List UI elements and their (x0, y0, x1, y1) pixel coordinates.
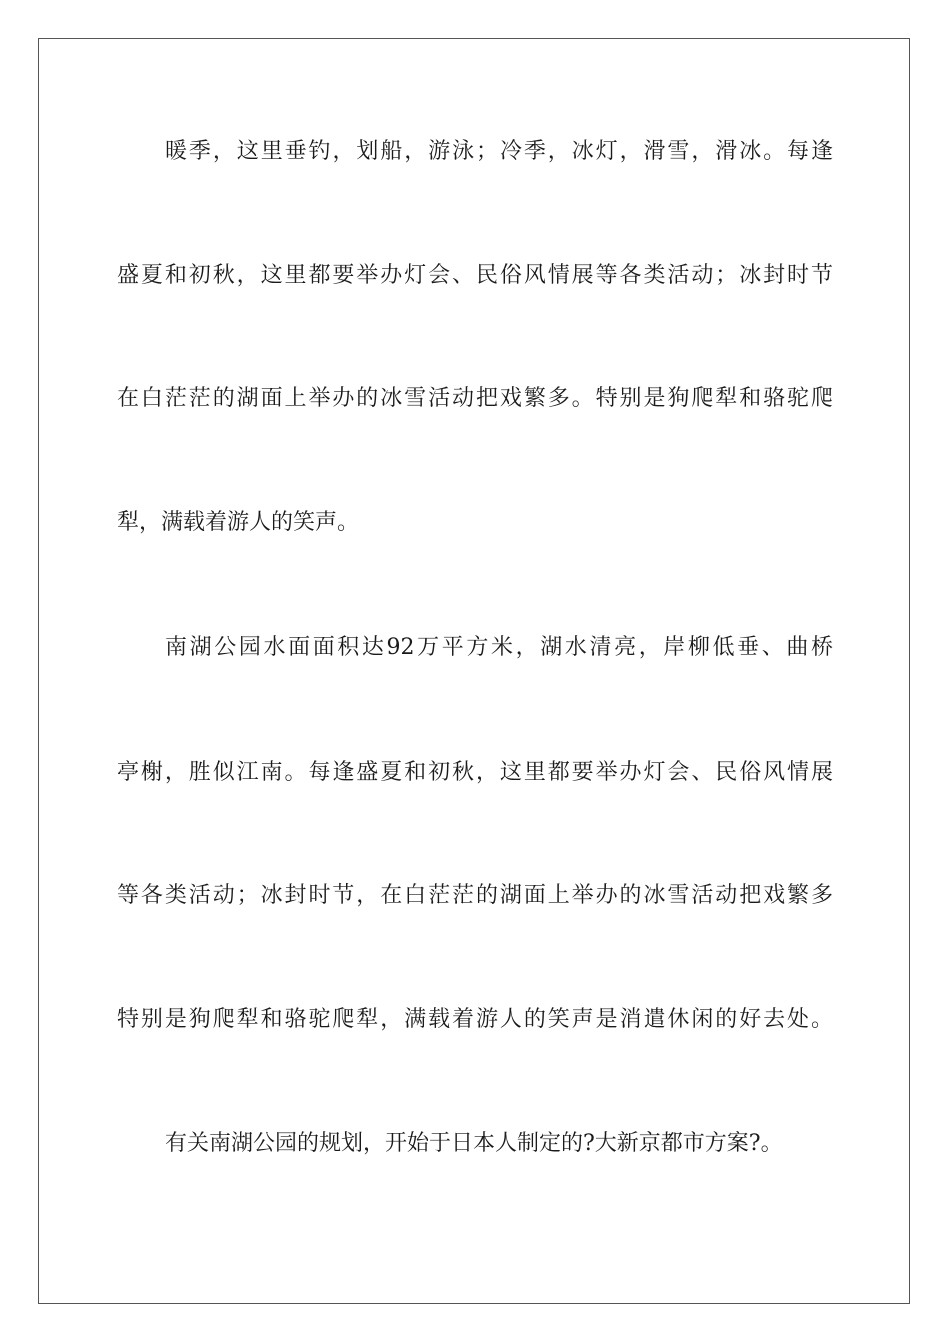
text-line: 犁，满载着游人的笑声。 (117, 510, 360, 535)
text-line: 南湖公园水面面积达92万平方米，湖水清亮，岸柳低垂、曲桥 (165, 635, 833, 660)
text-line: 特别是狗爬犁和骆驼爬犁，满载着游人的笑声是消遣休闲的好去处。 (117, 1007, 833, 1032)
text-line: 亭榭，胜似江南。每逢盛夏和初秋，这里都要举办灯会、民俗风情展 (117, 760, 833, 785)
text-line: 有关南湖公园的规划，开始于日本人制定的?大新京都市方案?。 (165, 1131, 783, 1156)
page-border (38, 38, 910, 1304)
text-line: 暖季，这里垂钓，划船，游泳；冷季，冰灯，滑雪，滑冰。每逢 (165, 139, 833, 164)
text-line: 盛夏和初秋，这里都要举办灯会、民俗风情展等各类活动；冰封时节 (117, 263, 833, 288)
text-line: 在白茫茫的湖面上举办的冰雪活动把戏繁多。特别是狗爬犁和骆驼爬 (117, 386, 833, 411)
text-line: 等各类活动；冰封时节，在白茫茫的湖面上举办的冰雪活动把戏繁多 (117, 883, 833, 908)
